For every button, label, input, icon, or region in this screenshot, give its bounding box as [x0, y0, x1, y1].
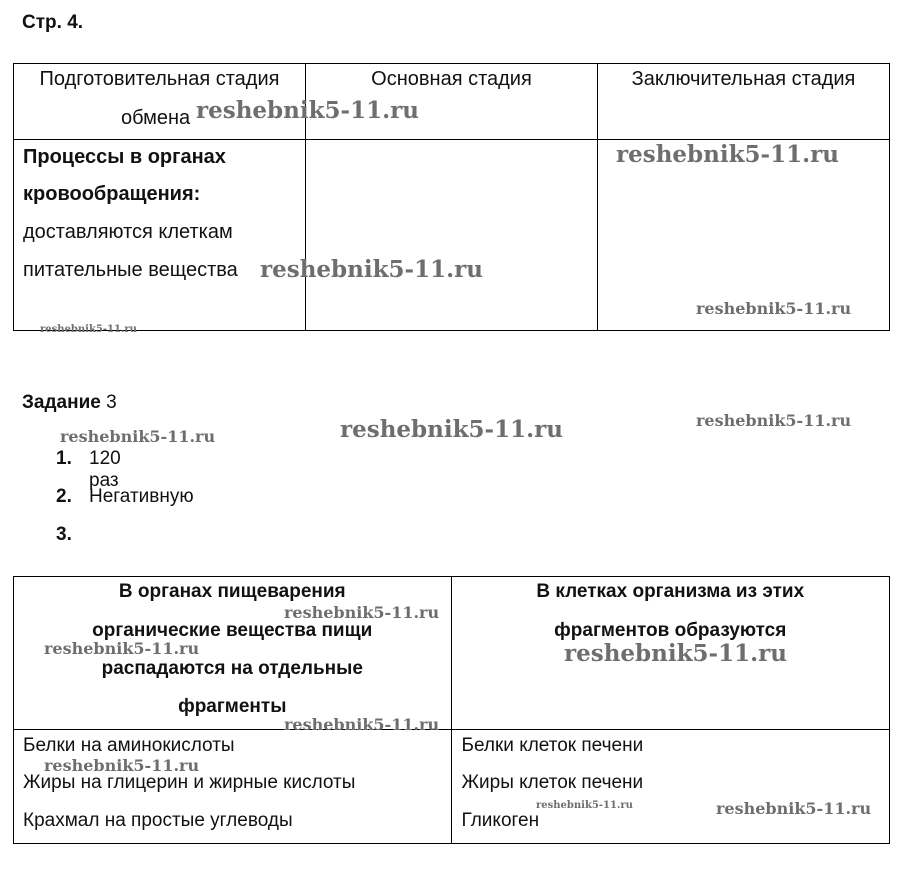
watermark: reshebnik5-11.ru — [536, 800, 633, 811]
task-number: 3 — [106, 392, 117, 413]
header-main-text: Основная стадия — [371, 68, 532, 90]
processes-title-line1: Процессы в органах — [23, 146, 226, 168]
processes-text-line2: питательные вещества — [23, 259, 238, 281]
cells-header-line2: фрагментов образуются — [554, 620, 787, 641]
watermark: reshebnik5-11.ru — [260, 256, 483, 283]
watermark: reshebnik5-11.ru — [40, 324, 137, 335]
stages-table — [13, 63, 890, 331]
processes-text-line1: доставляются клеткам — [23, 221, 233, 243]
watermark: reshebnik5-11.ru — [696, 411, 852, 430]
breakdown-row-1: Белки на аминокислоты — [23, 735, 235, 756]
page-label: Стр. 4. — [22, 12, 84, 33]
processes-title-line2: кровообращения: — [23, 183, 201, 205]
list-item-text: 120 раз — [89, 448, 121, 491]
breakdown-row-3: Крахмал на простые углеводы — [23, 810, 293, 831]
digestion-header-line4: фрагменты — [178, 696, 287, 717]
watermark: reshebnik5-11.ru — [60, 427, 216, 446]
header-preparatory-line1: Подготовительная стадия — [39, 68, 280, 90]
watermark: reshebnik5-11.ru — [196, 97, 419, 124]
list-item-number: 1. — [56, 448, 72, 469]
watermark: reshebnik5-11.ru — [340, 416, 563, 443]
synthesis-row-2: Жиры клеток печени — [461, 772, 644, 793]
cell-breakdown — [14, 730, 452, 844]
header-preparatory-line2: обмена — [121, 107, 191, 129]
watermark: reshebnik5-11.ru — [696, 299, 852, 318]
digestion-header-line3: распадаются на отдельные — [101, 658, 363, 679]
watermark: reshebnik5-11.ru — [44, 639, 200, 658]
list-item-number: 2. — [56, 486, 72, 507]
synthesis-row-1: Белки клеток печени — [461, 735, 644, 756]
list-item-number: 3. — [56, 524, 72, 545]
cell-synthesis — [451, 730, 890, 844]
header-final-text: Заключительная стадия — [631, 68, 856, 90]
task-heading — [22, 392, 117, 414]
watermark: reshebnik5-11.ru — [284, 603, 440, 622]
digestion-header-line2: органические вещества пищи — [92, 620, 373, 641]
cell-main-empty — [306, 140, 598, 331]
watermark: reshebnik5-11.ru — [284, 715, 440, 734]
watermark: reshebnik5-11.ru — [716, 799, 872, 818]
digestion-header-line1: В органах пищеварения — [118, 581, 346, 602]
cell-processes — [14, 140, 306, 331]
list-item-text: Негативную — [89, 486, 194, 507]
watermark: reshebnik5-11.ru — [564, 640, 787, 667]
synthesis-row-3: Гликоген — [461, 810, 540, 831]
breakdown-row-2: Жиры на глицерин и жирные кислоты — [23, 772, 356, 793]
cells-header-line1: В клетках организма из этих — [536, 581, 805, 602]
watermark: reshebnik5-11.ru — [616, 141, 839, 168]
header-final — [598, 64, 890, 140]
watermark: reshebnik5-11.ru — [44, 756, 200, 775]
task-label: Задание — [22, 392, 101, 413]
